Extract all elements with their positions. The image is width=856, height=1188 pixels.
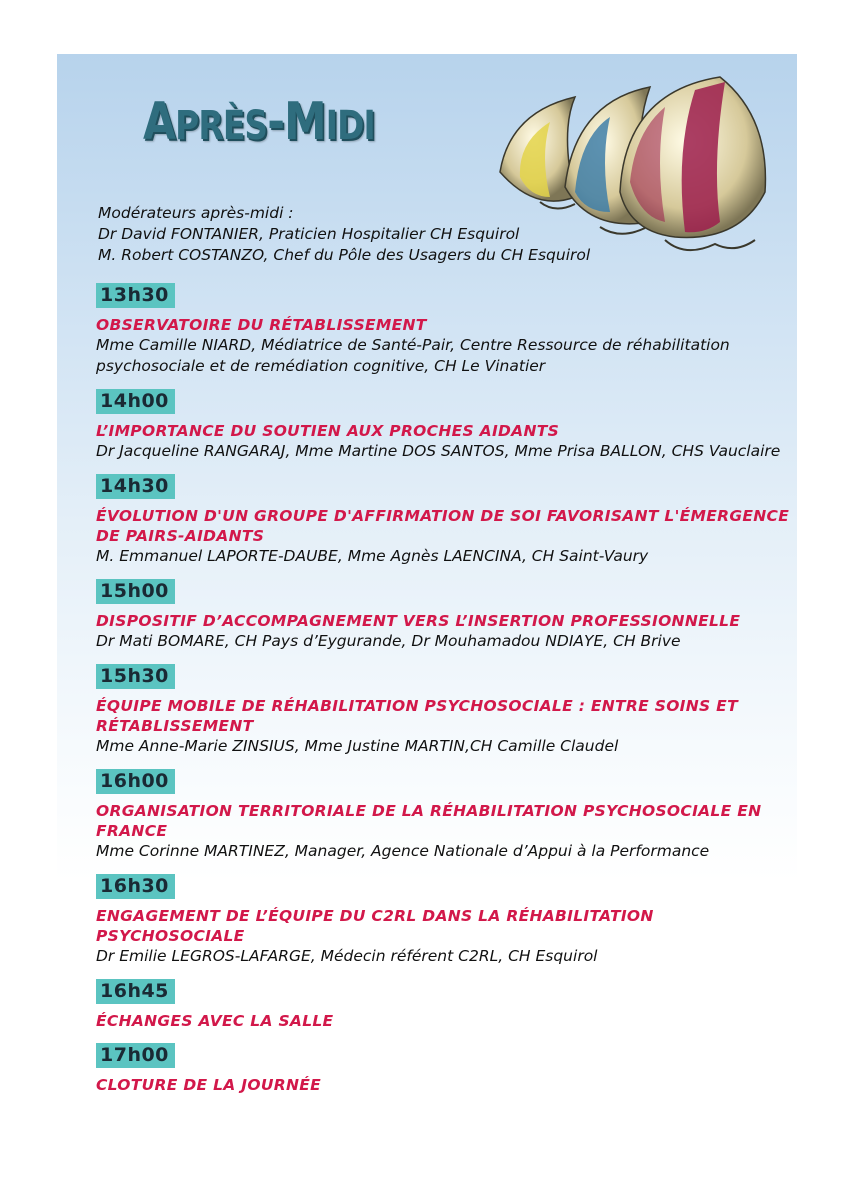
talk-title: ÉQUIPE MOBILE DE RÉHABILITATION PSYCHOSOCIALE : ENTRE SOINS ET RÉTABLISSEMENT [96, 697, 738, 735]
talk-title: OBSERVATOIRE DU RÉTABLISSEMENT [96, 316, 427, 334]
talk-title: L’IMPORTANCE DU SOUTIEN AUX PROCHES AIDANTS [96, 422, 560, 440]
program-item [96, 283, 796, 377]
talk-speakers: Mme Anne-Marie ZINSIUS, Mme Justine MARTIN,CH Camille Claudel [96, 737, 619, 755]
page-title: APRÈS-MIDI [143, 92, 375, 152]
moderators-heading: Modérateurs après-midi : [98, 204, 294, 222]
program-item [96, 579, 796, 652]
moderator-1: Dr David FONTANIER, Praticien Hospitalier CH Esquirol [98, 225, 520, 243]
time-badge: 16h45 [96, 979, 175, 1004]
talk-speakers: Dr Jacqueline RANGARAJ, Mme Martine DOS SANTOS, Mme Prisa BALLON, CHS Vauclaire [96, 442, 781, 460]
time-badge: 14h30 [96, 474, 175, 499]
talk-title: ORGANISATION TERRITORIALE DE LA RÉHABILITATION PSYCHOSOCIALE EN FRANCE [96, 802, 762, 840]
time-badge: 17h00 [96, 1043, 175, 1068]
talk-title: ÉCHANGES AVEC LA SALLE [96, 1012, 334, 1030]
program-item [96, 1043, 796, 1095]
program-item [96, 979, 796, 1031]
time-badge: 13h30 [96, 283, 175, 308]
talk-title: CLOTURE DE LA JOURNÉE [96, 1076, 321, 1094]
moderators-block [98, 203, 590, 266]
talk-speakers: Mme Corinne MARTINEZ, Manager, Agence Nationale d’Appui à la Performance [96, 842, 710, 860]
talk-speakers: Mme Camille NIARD, Médiatrice de Santé-Pair, Centre Ressource de réhabilitation psychosociale et de remédiation cognitive, CH Le Vinatier [96, 336, 730, 375]
program-item [96, 389, 796, 462]
talk-speakers: Dr Mati BOMARE, CH Pays d’Eygurande, Dr Mouhamadou NDIAYE, CH Brive [96, 632, 681, 650]
program-item [96, 664, 796, 757]
time-badge: 16h00 [96, 769, 175, 794]
time-badge: 15h30 [96, 664, 175, 689]
program-list [96, 283, 796, 1107]
program-item [96, 874, 796, 967]
talk-title: DISPOSITIF D’ACCOMPAGNEMENT VERS L’INSERTION PROFESSIONNELLE [96, 612, 741, 630]
talk-speakers: Dr Emilie LEGROS-LAFARGE, Médecin référent C2RL, CH Esquirol [96, 947, 598, 965]
talk-title: ENGAGEMENT DE L’ÉQUIPE DU C2RL DANS LA RÉHABILITATION PSYCHOSOCIALE [96, 907, 654, 945]
program-item [96, 769, 796, 862]
time-badge: 15h00 [96, 579, 175, 604]
talk-title: ÉVOLUTION D'UN GROUPE D'AFFIRMATION DE SOI FAVORISANT L'ÉMERGENCE DE PAIRS-AIDANTS [96, 507, 790, 545]
talk-speakers: M. Emmanuel LAPORTE-DAUBE, Mme Agnès LAENCINA, CH Saint-Vaury [96, 547, 649, 565]
time-badge: 14h00 [96, 389, 175, 414]
moderator-2: M. Robert COSTANZO, Chef du Pôle des Usagers du CH Esquirol [98, 246, 591, 264]
program-item [96, 474, 796, 567]
time-badge: 16h30 [96, 874, 175, 899]
